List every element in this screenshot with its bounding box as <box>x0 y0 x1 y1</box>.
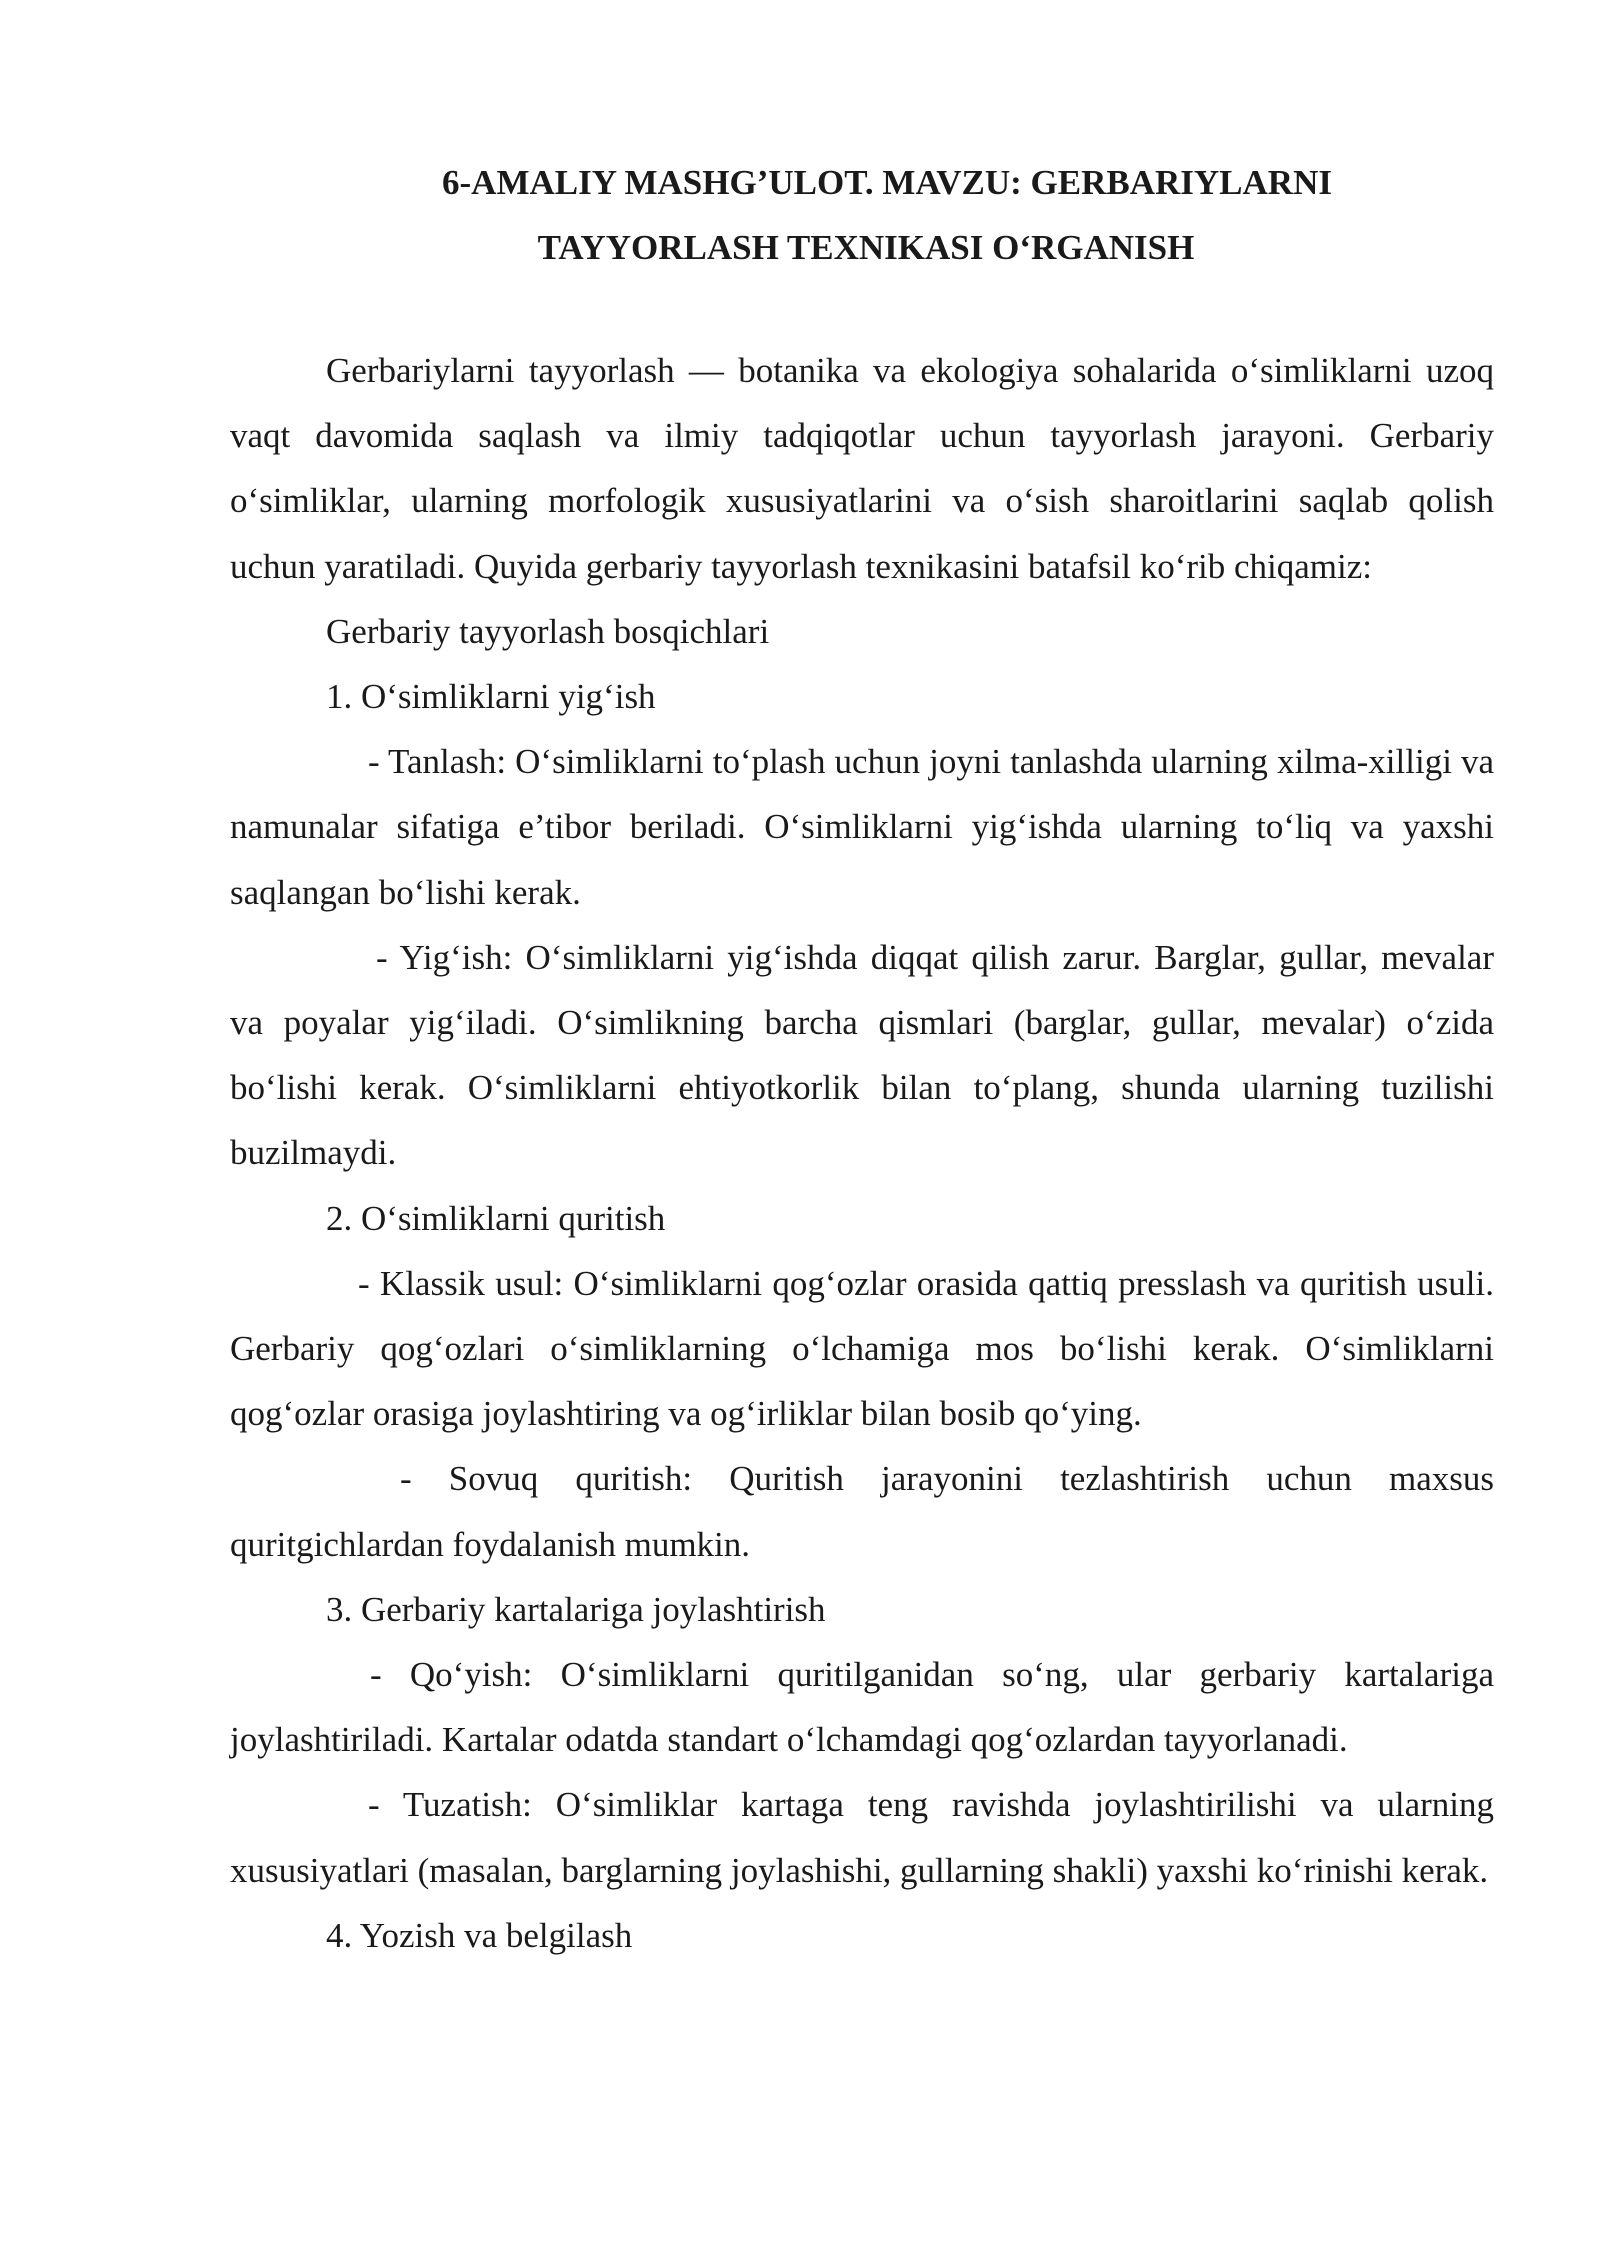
step-1-yigish-paragraph: - Yig‘ish: O‘simliklarni yig‘ishda diqqat qilish zarur. Barglar, gullar, mevalar va poyalar yig‘iladi. O‘simlikning barcha qismlari (barglar, gullar, mevalar) o‘zida bo‘lishi kerak. O‘simliklarni ehtiyotkorlik bilan to‘plang, shunda ularning tuzilishi buzilmaydi. <box>230 937 1494 1173</box>
step-3-qoyish-paragraph: - Qo‘yish: O‘simliklarni quritilganidan so‘ng, ular gerbariy kartalariga joylashtiriladi. Kartalar odatda standart o‘lchamdagi qog‘ozlardan tayyorlanadi. <box>230 1655 1494 1760</box>
step-1-heading: 1. O‘simliklarni yig‘ish <box>326 677 656 717</box>
document-body <box>230 338 1494 1968</box>
step-2-heading: 2. O‘simliklarni quritish <box>326 1198 666 1238</box>
step-3-tuzatish-paragraph: - Tuzatish: O‘simliklar kartaga teng ravishda joylashtirilishi va ularning xususiyatlari (masalan, barglarning joylashishi, gullarning shakli) yaxshi ko‘rinishi kerak. <box>230 1785 1494 1890</box>
step-2-klassik-paragraph: - Klassik usul: O‘simliklarni qog‘ozlar orasida qattiq presslash va quritish usuli. Gerbariy qog‘ozlari o‘simliklarning o‘lchamiga mos bo‘lishi kerak. O‘simliklarni qog‘ozlar orasiga joylashtiring va og‘irliklar bilan bosib qo‘ying. <box>230 1263 1494 1434</box>
intro-paragraph: Gerbariylarni tayyorlash — botanika va ekologiya sohalarida o‘simliklarni uzoq vaqt davomida saqlash va ilmiy tadqiqotlar uchun tayyorlash jarayoni. Gerbariy o‘simliklar, ularning morfologik xususiyatlarini va o‘sish sharoitlarini saqlab qolish uchun yaratiladi. Quyida gerbariy tayyorlash texnikasini batafsil ko‘rib chiqamiz: <box>230 351 1494 586</box>
step-1-tanlash-paragraph: - Tanlash: O‘simliklarni to‘plash uchun joyni tanlashda ularning xilma-xilligi va namunalar sifatiga e’tibor beriladi. O‘simliklarni yig‘ishda ularning to‘liq va yaxshi saqlangan bo‘lishi kerak. <box>230 742 1494 912</box>
title-line-2: TAYYORLASH TEXNIKASI O‘RGANISH <box>537 228 1195 267</box>
stages-heading: Gerbariy tayyorlash bosqichlari <box>326 611 770 651</box>
step-2-sovuq-paragraph: - Sovuq quritish: Quritish jarayonini tezlashtirish uchun maxsus quritgichlardan foydalanish mumkin. <box>230 1459 1494 1564</box>
page-title <box>230 150 1494 280</box>
step-3-heading: 3. Gerbariy kartalariga joylashtirish <box>326 1589 826 1629</box>
title-line-1: 6-AMALIY MASHG’ULOT. MAVZU: GERBARIYLARNI <box>442 163 1332 202</box>
step-4-heading: 4. Yozish va belgilash <box>326 1915 633 1955</box>
